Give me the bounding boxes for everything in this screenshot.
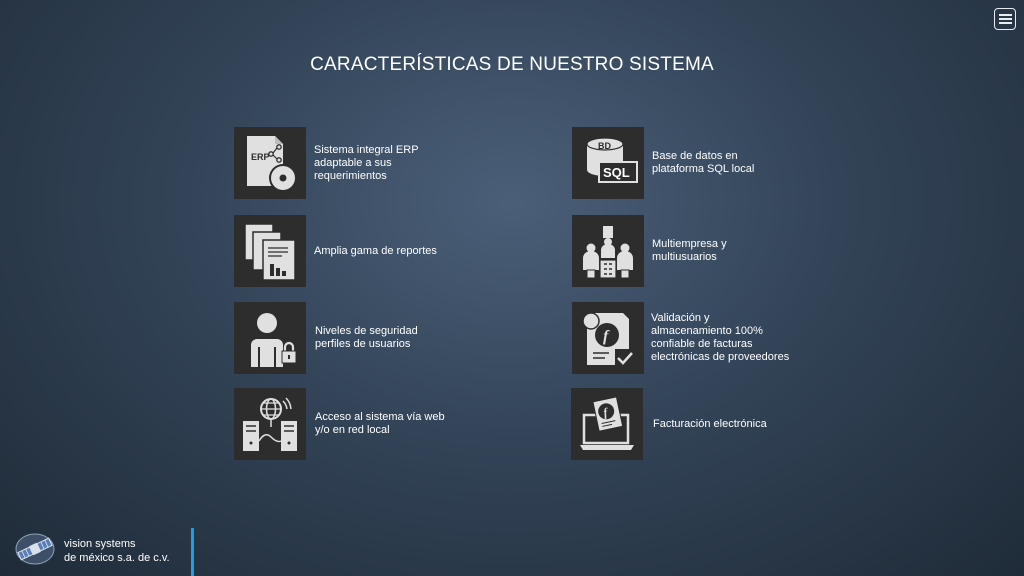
reports-icon (234, 215, 306, 287)
feature-label: Multiempresa y multiusuarios (652, 238, 727, 263)
multi-company-icon (572, 215, 644, 287)
feature-e-invoice (571, 388, 767, 460)
svg-text:SQL: SQL (603, 165, 630, 180)
feature-reports (234, 215, 437, 287)
page-title: CARACTERÍSTICAS DE NUESTRO SISTEMA (310, 54, 714, 75)
user-lock-icon (234, 302, 306, 374)
feature-label: Validación y almacenamiento 100% confiable de facturas electrónicas de proveedores (651, 312, 790, 363)
sql-database-icon (572, 127, 644, 199)
feature-label: Base de datos en plataforma SQL local (652, 150, 755, 175)
web-network-icon (234, 388, 306, 460)
feature-label: Acceso al sistema vía web y/o en red local (315, 411, 445, 436)
feature-label: Sistema integral ERP adaptable a sus requerimientos (314, 143, 419, 182)
svg-text:BD: BD (598, 141, 611, 151)
svg-text:f: f (603, 328, 609, 345)
company-name: vision systems de méxico s.a. de c.v. (64, 538, 170, 564)
erp-disc-icon (234, 127, 306, 199)
feature-web-access (234, 388, 445, 460)
feature-multi-company (572, 215, 727, 287)
hamburger-menu-icon[interactable] (994, 8, 1016, 30)
feature-sql (572, 127, 754, 199)
feature-invoice-validation (572, 302, 789, 374)
feature-erp (234, 127, 419, 199)
satellite-logo-icon (15, 532, 55, 566)
feature-label: Amplia gama de reportes (314, 244, 437, 257)
feature-label: Niveles de seguridad perfiles de usuarios (315, 325, 418, 350)
feature-security (234, 302, 418, 374)
e-invoice-laptop-icon (571, 388, 643, 460)
invoice-check-icon (572, 302, 644, 374)
svg-text:f: f (602, 405, 609, 420)
feature-label: Facturación electrónica (653, 417, 767, 430)
svg-text:ERP: ERP (251, 152, 270, 162)
footer-accent-bar (191, 528, 194, 576)
